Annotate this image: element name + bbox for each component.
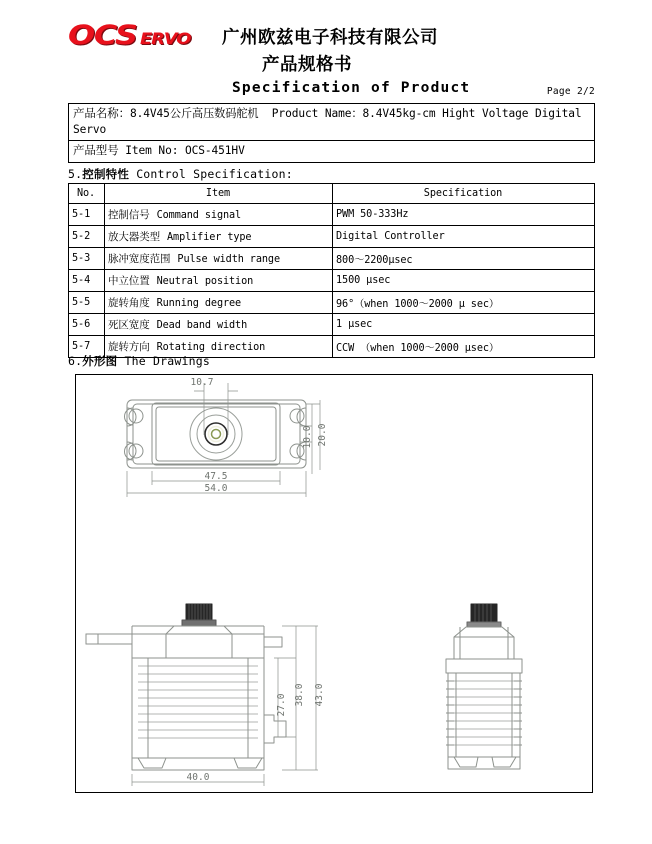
column-header-no: No.	[69, 184, 105, 204]
row-item-cn: 控制信号	[108, 209, 150, 221]
top-view-drawing	[125, 400, 307, 468]
logo-text-main: OCS	[68, 20, 137, 51]
table-row	[69, 292, 595, 314]
section-5-title-en: Control Specification:	[136, 167, 293, 181]
dimension-10-0: 10.0	[302, 425, 313, 449]
logo-text-sub: ERVO	[140, 29, 191, 48]
spacer-1	[259, 107, 272, 120]
row-specification: 1500 μsec	[333, 270, 595, 292]
row-item-cn: 死区宽度	[108, 319, 150, 331]
section-5-title-cn: 控制特性	[82, 167, 130, 181]
table-row	[69, 270, 595, 292]
row-item-en: Command signal	[156, 210, 242, 221]
section-6-heading	[68, 353, 210, 369]
product-model-value: OCS-451HV	[184, 144, 245, 157]
row-no: 5-2	[69, 226, 105, 248]
dimension-40-0: 40.0	[186, 772, 210, 783]
row-item-en: Amplifier type	[167, 232, 252, 243]
row-item	[105, 270, 333, 292]
dimension-38-0: 38.0	[294, 683, 305, 707]
drawings-container	[75, 374, 593, 793]
row-item-en: Pulse width range	[177, 254, 280, 265]
table-body	[69, 204, 595, 358]
row-no: 5-5	[69, 292, 105, 314]
dimension-43-0: 43.0	[314, 683, 325, 707]
row-item-en: Rotating direction	[156, 342, 266, 353]
dimension-47-5: 47.5	[204, 471, 228, 482]
product-info-box	[68, 103, 595, 163]
row-item-cn: 放大器类型	[108, 231, 160, 243]
table-row	[69, 248, 595, 270]
technical-drawings-svg	[76, 375, 590, 790]
document-subtitle: 产品规格书	[262, 55, 352, 75]
product-model-label-cn: 产品型号	[73, 143, 119, 157]
table-row	[69, 226, 595, 248]
row-no: 5-4	[69, 270, 105, 292]
page-number: Page 2/2	[546, 86, 595, 97]
page-header	[0, 0, 652, 100]
column-header-item: Item	[105, 184, 333, 204]
column-header-specification: Specification	[333, 184, 595, 204]
section-5-heading	[68, 166, 293, 182]
section-5-number: 5.	[68, 167, 83, 181]
row-no: 5-1	[69, 204, 105, 226]
control-specification-table	[68, 183, 595, 358]
row-item-en: Neutral position	[156, 276, 254, 287]
section-6-title-en: The Drawings	[124, 354, 210, 368]
front-view-drawing	[86, 604, 286, 770]
product-name-row	[69, 104, 594, 141]
product-name-label-en: Product Name：	[271, 107, 363, 120]
product-name-value-en: 8.4V45kg-cm Hight Voltage Digital Servo	[73, 107, 589, 136]
row-no: 5-3	[69, 248, 105, 270]
section-6-title-cn: 外形图	[82, 354, 118, 368]
table-row	[69, 204, 595, 226]
row-item-en: Running degree	[156, 298, 242, 309]
table-header-row	[69, 184, 595, 204]
product-model-row	[69, 141, 594, 162]
row-specification: 96°（when 1000～2000 μ sec）	[333, 292, 595, 314]
row-specification: 800～2200μsec	[333, 248, 595, 270]
row-item	[105, 292, 333, 314]
row-item	[105, 204, 333, 226]
dimension-27-0: 27.0	[276, 693, 287, 717]
table-header	[69, 184, 595, 204]
company-name: 广州欧兹电子科技有限公司	[222, 28, 438, 48]
product-name-value-cn: 8.4V45公斤高压数码舵机	[130, 107, 259, 120]
row-specification: 1 μsec	[333, 314, 595, 336]
row-no: 5-6	[69, 314, 105, 336]
side-view-drawing	[446, 604, 522, 769]
row-item	[105, 226, 333, 248]
row-specification: Digital Controller	[333, 226, 595, 248]
row-item-en: Dead band width	[156, 320, 248, 331]
row-specification: CCW （when 1000～2000 μsec）	[333, 336, 595, 358]
table-row	[69, 314, 595, 336]
dimension-54-0: 54.0	[204, 483, 228, 494]
dimension-20-0: 20.0	[317, 423, 328, 447]
row-item	[105, 248, 333, 270]
product-model-label-en: Item No:	[125, 144, 179, 157]
row-item-cn: 中立位置	[108, 275, 150, 287]
row-specification: PWM 50-333Hz	[333, 204, 595, 226]
section-6-number: 6.	[68, 354, 83, 368]
row-item-cn: 旋转方向	[108, 341, 150, 353]
row-item-cn: 旋转角度	[108, 297, 150, 309]
row-item	[105, 314, 333, 336]
company-logo	[68, 20, 203, 51]
page-title: Specification of Product	[232, 80, 471, 96]
dimension-10-7: 10.7	[190, 377, 214, 388]
spacer-3	[178, 144, 185, 157]
row-item-cn: 脉冲宽度范围	[108, 253, 171, 265]
product-name-label-cn: 产品名称：	[73, 106, 130, 120]
row-no: 5-7	[69, 336, 105, 358]
